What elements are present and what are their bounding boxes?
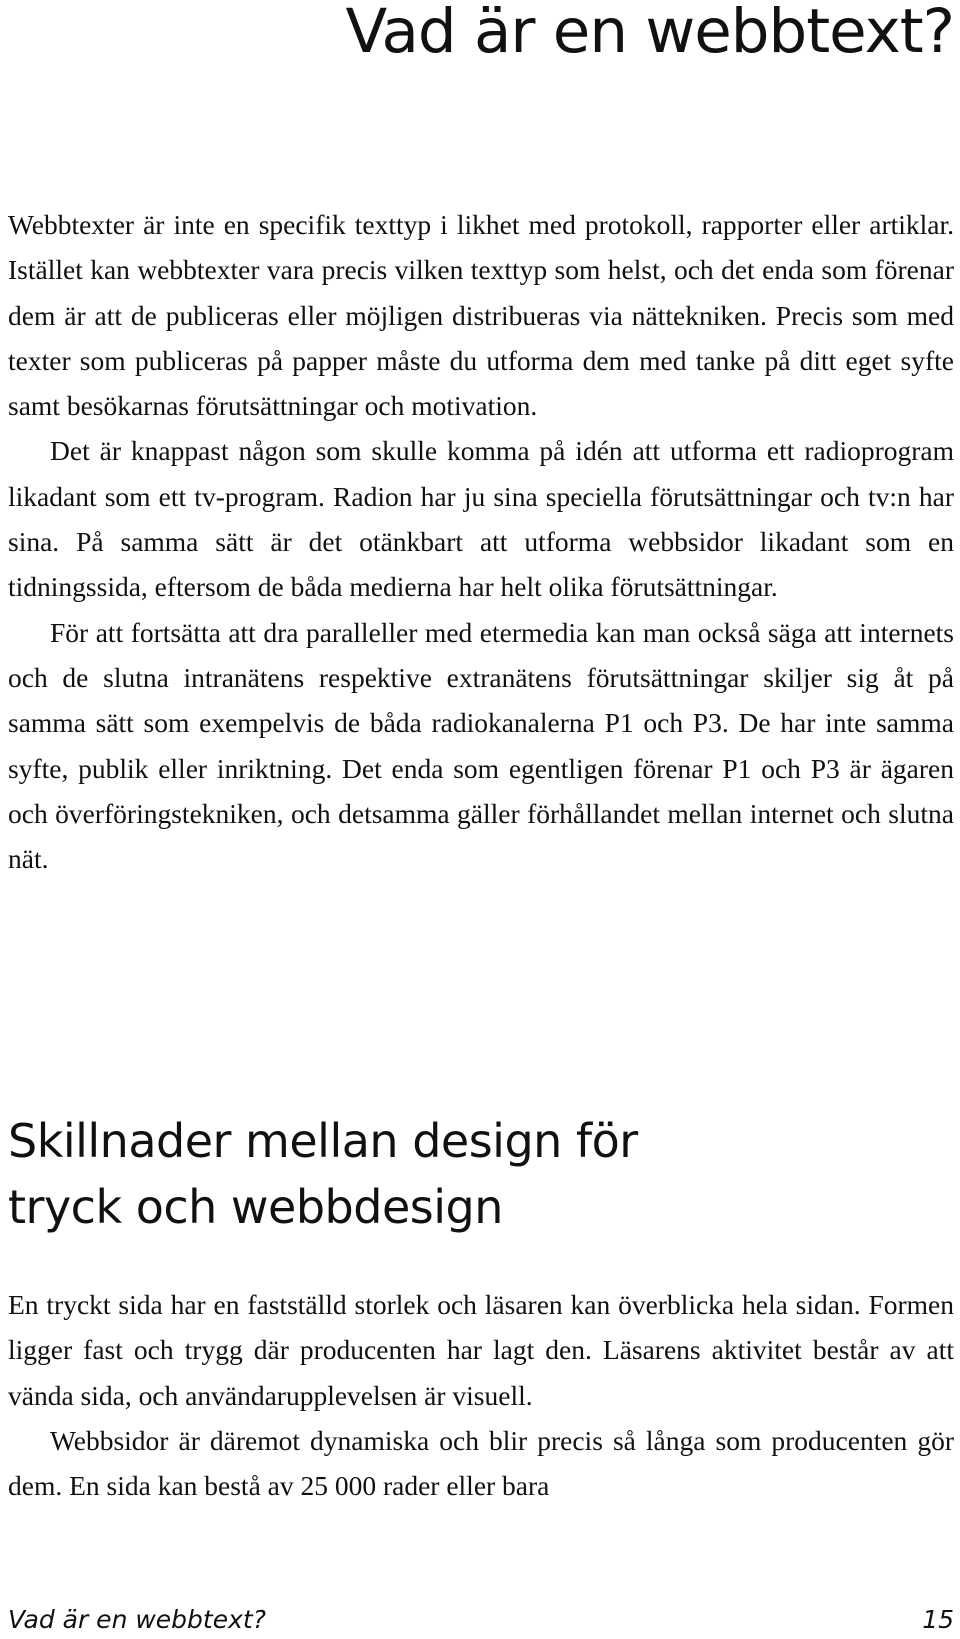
section-2-body (8, 1282, 954, 1508)
section-1-body (8, 202, 954, 881)
chapter-title: Vad är en webbtext? (345, 0, 954, 67)
footer-running-title: Vad är en webbtext? (8, 1605, 266, 1634)
section-heading-line-1: Skillnader mellan design för (8, 1114, 638, 1168)
paragraph-web-pages: Webbsidor är däremot dynamiska och blir precis så långa som producenten gör dem. En sida kan bestå av 25 000 rader eller bara (8, 1424, 954, 1502)
paragraph-printed-page: En tryckt sida har en fastställd storlek och läsaren kan överblicka hela sidan. Formen ligger fast och trygg där producenten har lagt den. Läsarens aktivitet består av att vända sida, och användarupplevelsen är visuell. (8, 1289, 954, 1411)
page-footer (8, 1600, 954, 1639)
section-heading (8, 1108, 638, 1240)
paragraph-intro: Webbtexter är inte en specifik texttyp i likhet med protokoll, rapporter eller artiklar. Istället kan webbtexter vara precis vilken texttyp som helst, och det enda som förenar dem är att de publiceras eller möjligen distribueras via nättekniken. Precis som med texter som publiceras på papper måste du utforma dem med tanke på ditt eget syfte samt besökarnas förutsättningar och motivation. (8, 209, 954, 422)
footer-page-number: 15 (922, 1605, 954, 1634)
paragraph-etermedia: För att fortsätta att dra paralleller med etermedia kan man också säga att internets och de slutna intranätens respektive extranätens förutsättningar skiljer sig åt på samma sätt som exempelvis de båda radiokanalerna P1 och P3. De har inte samma syfte, publik eller inriktning. Det enda som egentligen förenar P1 och P3 är ägaren och överföringstekniken, och detsamma gäller förhållandet mellan internet och slutna nät. (8, 616, 954, 875)
paragraph-radio-tv: Det är knappast någon som skulle komma på idén att utforma ett radioprogram likadant som ett tv-program. Radion har ju sina speciella förutsättningar och tv:n har sina. På samma sätt är det otänkbart att utforma webbsidor likadant som en tidningssida, eftersom de båda medierna har helt olika förutsättningar. (8, 435, 954, 603)
section-heading-line-2: tryck och webbdesign (8, 1180, 503, 1234)
